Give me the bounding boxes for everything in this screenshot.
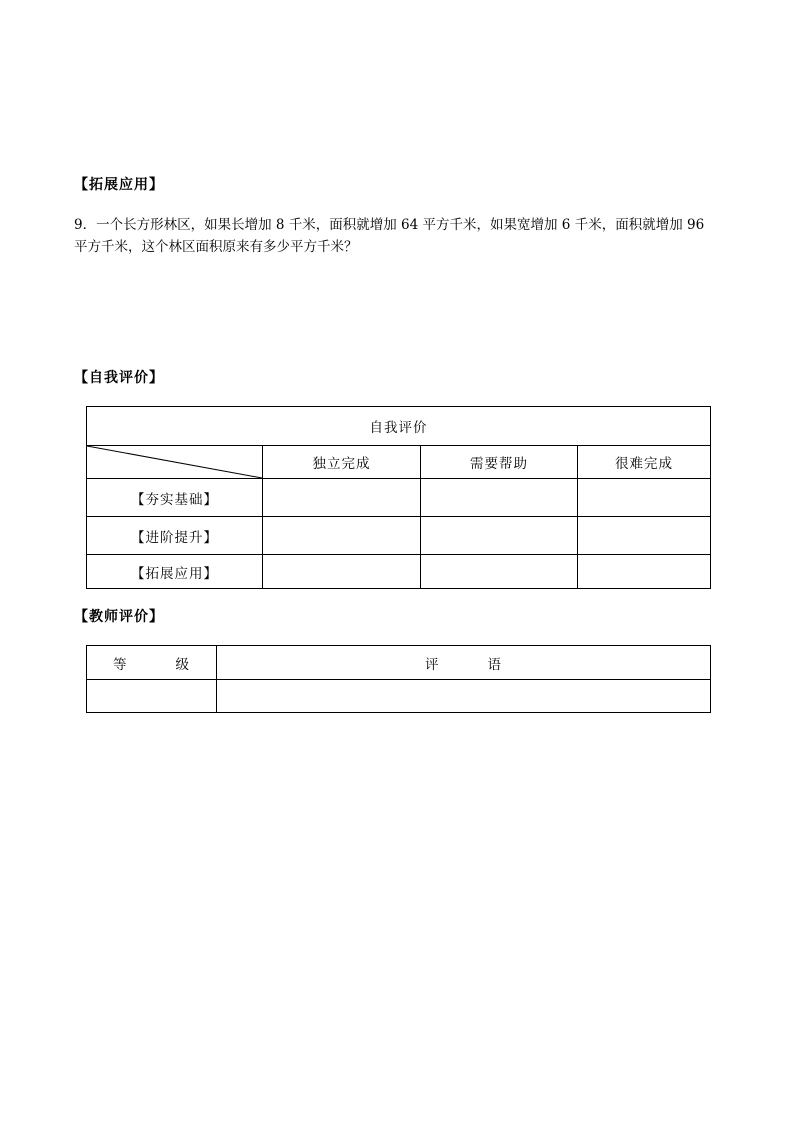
table-cell[interactable] [578, 479, 711, 517]
grade-header [87, 646, 217, 680]
column-header-independent: 独立完成 [263, 446, 421, 479]
table-cell[interactable] [421, 517, 578, 555]
table-cell[interactable] [578, 517, 711, 555]
self-eval-table-title: 自我评价 [87, 407, 711, 446]
teacher-eval-table [86, 645, 711, 713]
table-cell[interactable] [421, 555, 578, 589]
self-eval-table [86, 406, 711, 589]
diagonal-line [87, 446, 262, 478]
table-cell[interactable] [578, 555, 711, 589]
column-header-hard: 很难完成 [578, 446, 711, 479]
row-label-extension: 【拓展应用】 [87, 555, 263, 589]
self-eval-section-heading: 【自我评价】 [74, 370, 164, 386]
comment-cell[interactable] [217, 680, 711, 713]
grade-label-char-2: 级 [175, 656, 190, 673]
extension-section-heading: 【拓展应用】 [74, 177, 164, 193]
question-9-text: 9．一个长方形林区，如果长增加 8 千米，面积就增加 64 平方千米，如果宽增加 6 千米，面积就增加 96 平方千米，这个林区面积原来有多少平方千米？ [74, 217, 705, 255]
comment-label-char-1: 评 [425, 656, 440, 673]
table-cell[interactable] [421, 479, 578, 517]
grade-label-char-1: 等 [113, 656, 128, 673]
row-label-advanced: 【进阶提升】 [87, 517, 263, 555]
diagonal-header-cell [87, 446, 263, 479]
comment-label-char-2: 语 [487, 656, 502, 673]
table-cell[interactable] [263, 555, 421, 589]
row-label-basic: 【夯实基础】 [87, 479, 263, 517]
table-cell[interactable] [263, 517, 421, 555]
comment-header [217, 646, 711, 680]
teacher-eval-section-heading: 【教师评价】 [74, 609, 164, 625]
grade-cell[interactable] [87, 680, 217, 713]
table-cell[interactable] [263, 479, 421, 517]
column-header-need-help: 需要帮助 [421, 446, 578, 479]
